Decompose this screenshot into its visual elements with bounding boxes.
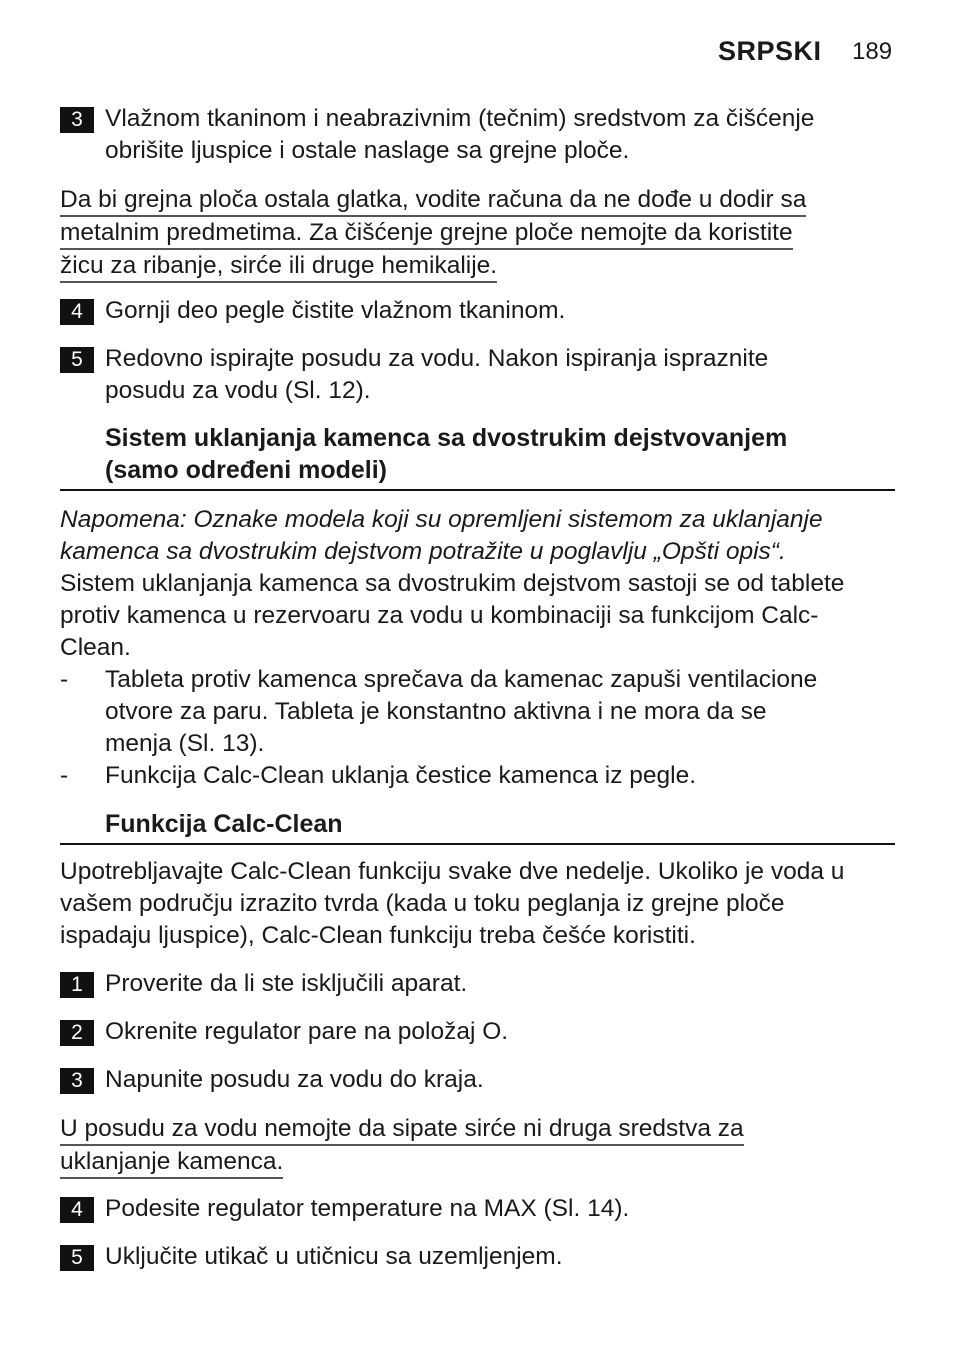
step-number-badge: 2	[60, 1020, 94, 1046]
step-text-line: Podesite regulator temperature na MAX (Sl. 14).	[105, 1195, 630, 1222]
language-header: SRPSKI	[718, 36, 822, 66]
step-text-line: Proverite da li ste isključili aparat.	[105, 970, 468, 997]
bullet-dash: -	[60, 666, 69, 693]
warning-line: žicu za ribanje, sirće ili druge hemikalije.	[60, 251, 497, 283]
step-number-badge: 4	[60, 299, 94, 325]
step-number-badge: 3	[60, 107, 94, 133]
bullet-line: menja (Sl. 13).	[105, 730, 265, 757]
bullet-item	[60, 760, 890, 792]
note-line: Napomena: Oznake modela koji su opremljeni sistemom za uklanjanje	[60, 506, 823, 533]
step-number-badge: 3	[60, 1068, 94, 1094]
step-number-badge: 5	[60, 1245, 94, 1271]
paragraph-line: Sistem uklanjanja kamenca sa dvostrukim dejstvom sastoji se od tablete	[60, 570, 845, 597]
paragraph-line: protiv kamenca u rezervoaru za vodu u kombinaciji sa funkcijom Calc-	[60, 602, 819, 629]
bullet-dash: -	[60, 762, 69, 789]
step-4-clean-top	[60, 295, 890, 327]
warning-soleplate	[60, 184, 890, 283]
step-1-unplug	[60, 968, 890, 1000]
bullet-item	[60, 664, 890, 760]
paragraph-line: Upotrebljavajte Calc-Clean funkciju svake dve nedelje. Ukoliko je voda u	[60, 858, 845, 885]
section-title-line: Funkcija Calc-Clean	[105, 810, 343, 838]
warning-line: U posudu za vodu nemojte da sipate sirće ni druga sredstva za	[60, 1114, 744, 1146]
section-heading-anticalc	[60, 422, 895, 491]
step-5-plug-in	[60, 1241, 890, 1273]
section-title-line: Sistem uklanjanja kamenca sa dvostrukim dejstvovanjem	[105, 424, 788, 452]
step-text-line: posudu za vodu (Sl. 12).	[105, 377, 371, 404]
anticalc-description	[60, 504, 890, 792]
paragraph-line: vašem području izrazito tvrda (kada u toku peglanja iz grejne ploče	[60, 890, 785, 917]
warning-no-vinegar	[60, 1113, 890, 1179]
step-text-line: obrišite ljuspice i ostale naslage sa grejne ploče.	[105, 137, 630, 164]
step-4-temperature-max	[60, 1193, 890, 1225]
step-2-steam-off	[60, 1016, 890, 1048]
page-number: 189	[852, 38, 893, 65]
step-3-fill-tank	[60, 1064, 890, 1096]
calc-clean-description	[60, 856, 890, 952]
step-3-clean-soleplate	[60, 103, 890, 167]
bullet-line: Tableta protiv kamenca sprečava da kamenac zapuši ventilacione	[105, 666, 818, 693]
step-text-line: Vlažnom tkaninom i neabrazivnim (tečnim) sredstvom za čišćenje	[105, 105, 815, 132]
note-line: kamenca sa dvostrukim dejstvom potražite u poglavlju „Opšti opis“.	[60, 538, 786, 565]
step-5-rinse-tank	[60, 343, 890, 407]
warning-line: metalnim predmetima. Za čišćenje grejne ploče nemojte da koristite	[60, 218, 793, 250]
step-text-line: Redovno ispirajte posudu za vodu. Nakon ispiranja ispraznite	[105, 345, 769, 372]
section-heading-calc-clean	[60, 808, 895, 845]
step-text-line: Okrenite regulator pare na položaj O.	[105, 1018, 509, 1045]
section-title-line: (samo određeni modeli)	[105, 456, 387, 484]
bullet-line: Funkcija Calc-Clean uklanja čestice kamenca iz pegle.	[105, 762, 697, 789]
bullet-line: otvore za paru. Tableta je konstantno aktivna i ne mora da se	[105, 698, 767, 725]
paragraph-line: ispadaju ljuspice), Calc-Clean funkciju treba češće koristiti.	[60, 922, 696, 949]
step-number-badge: 1	[60, 972, 94, 998]
warning-line: Da bi grejna ploča ostala glatka, vodite računa da ne dođe u dodir sa	[60, 185, 806, 217]
paragraph-line: Clean.	[60, 634, 131, 661]
step-text-line: Uključite utikač u utičnicu sa uzemljenjem.	[105, 1243, 563, 1270]
step-text-line: Napunite posudu za vodu do kraja.	[105, 1066, 484, 1093]
step-number-badge: 4	[60, 1197, 94, 1223]
step-number-badge: 5	[60, 347, 94, 373]
warning-line: uklanjanje kamenca.	[60, 1147, 283, 1179]
step-text-line: Gornji deo pegle čistite vlažnom tkaninom.	[105, 297, 566, 324]
